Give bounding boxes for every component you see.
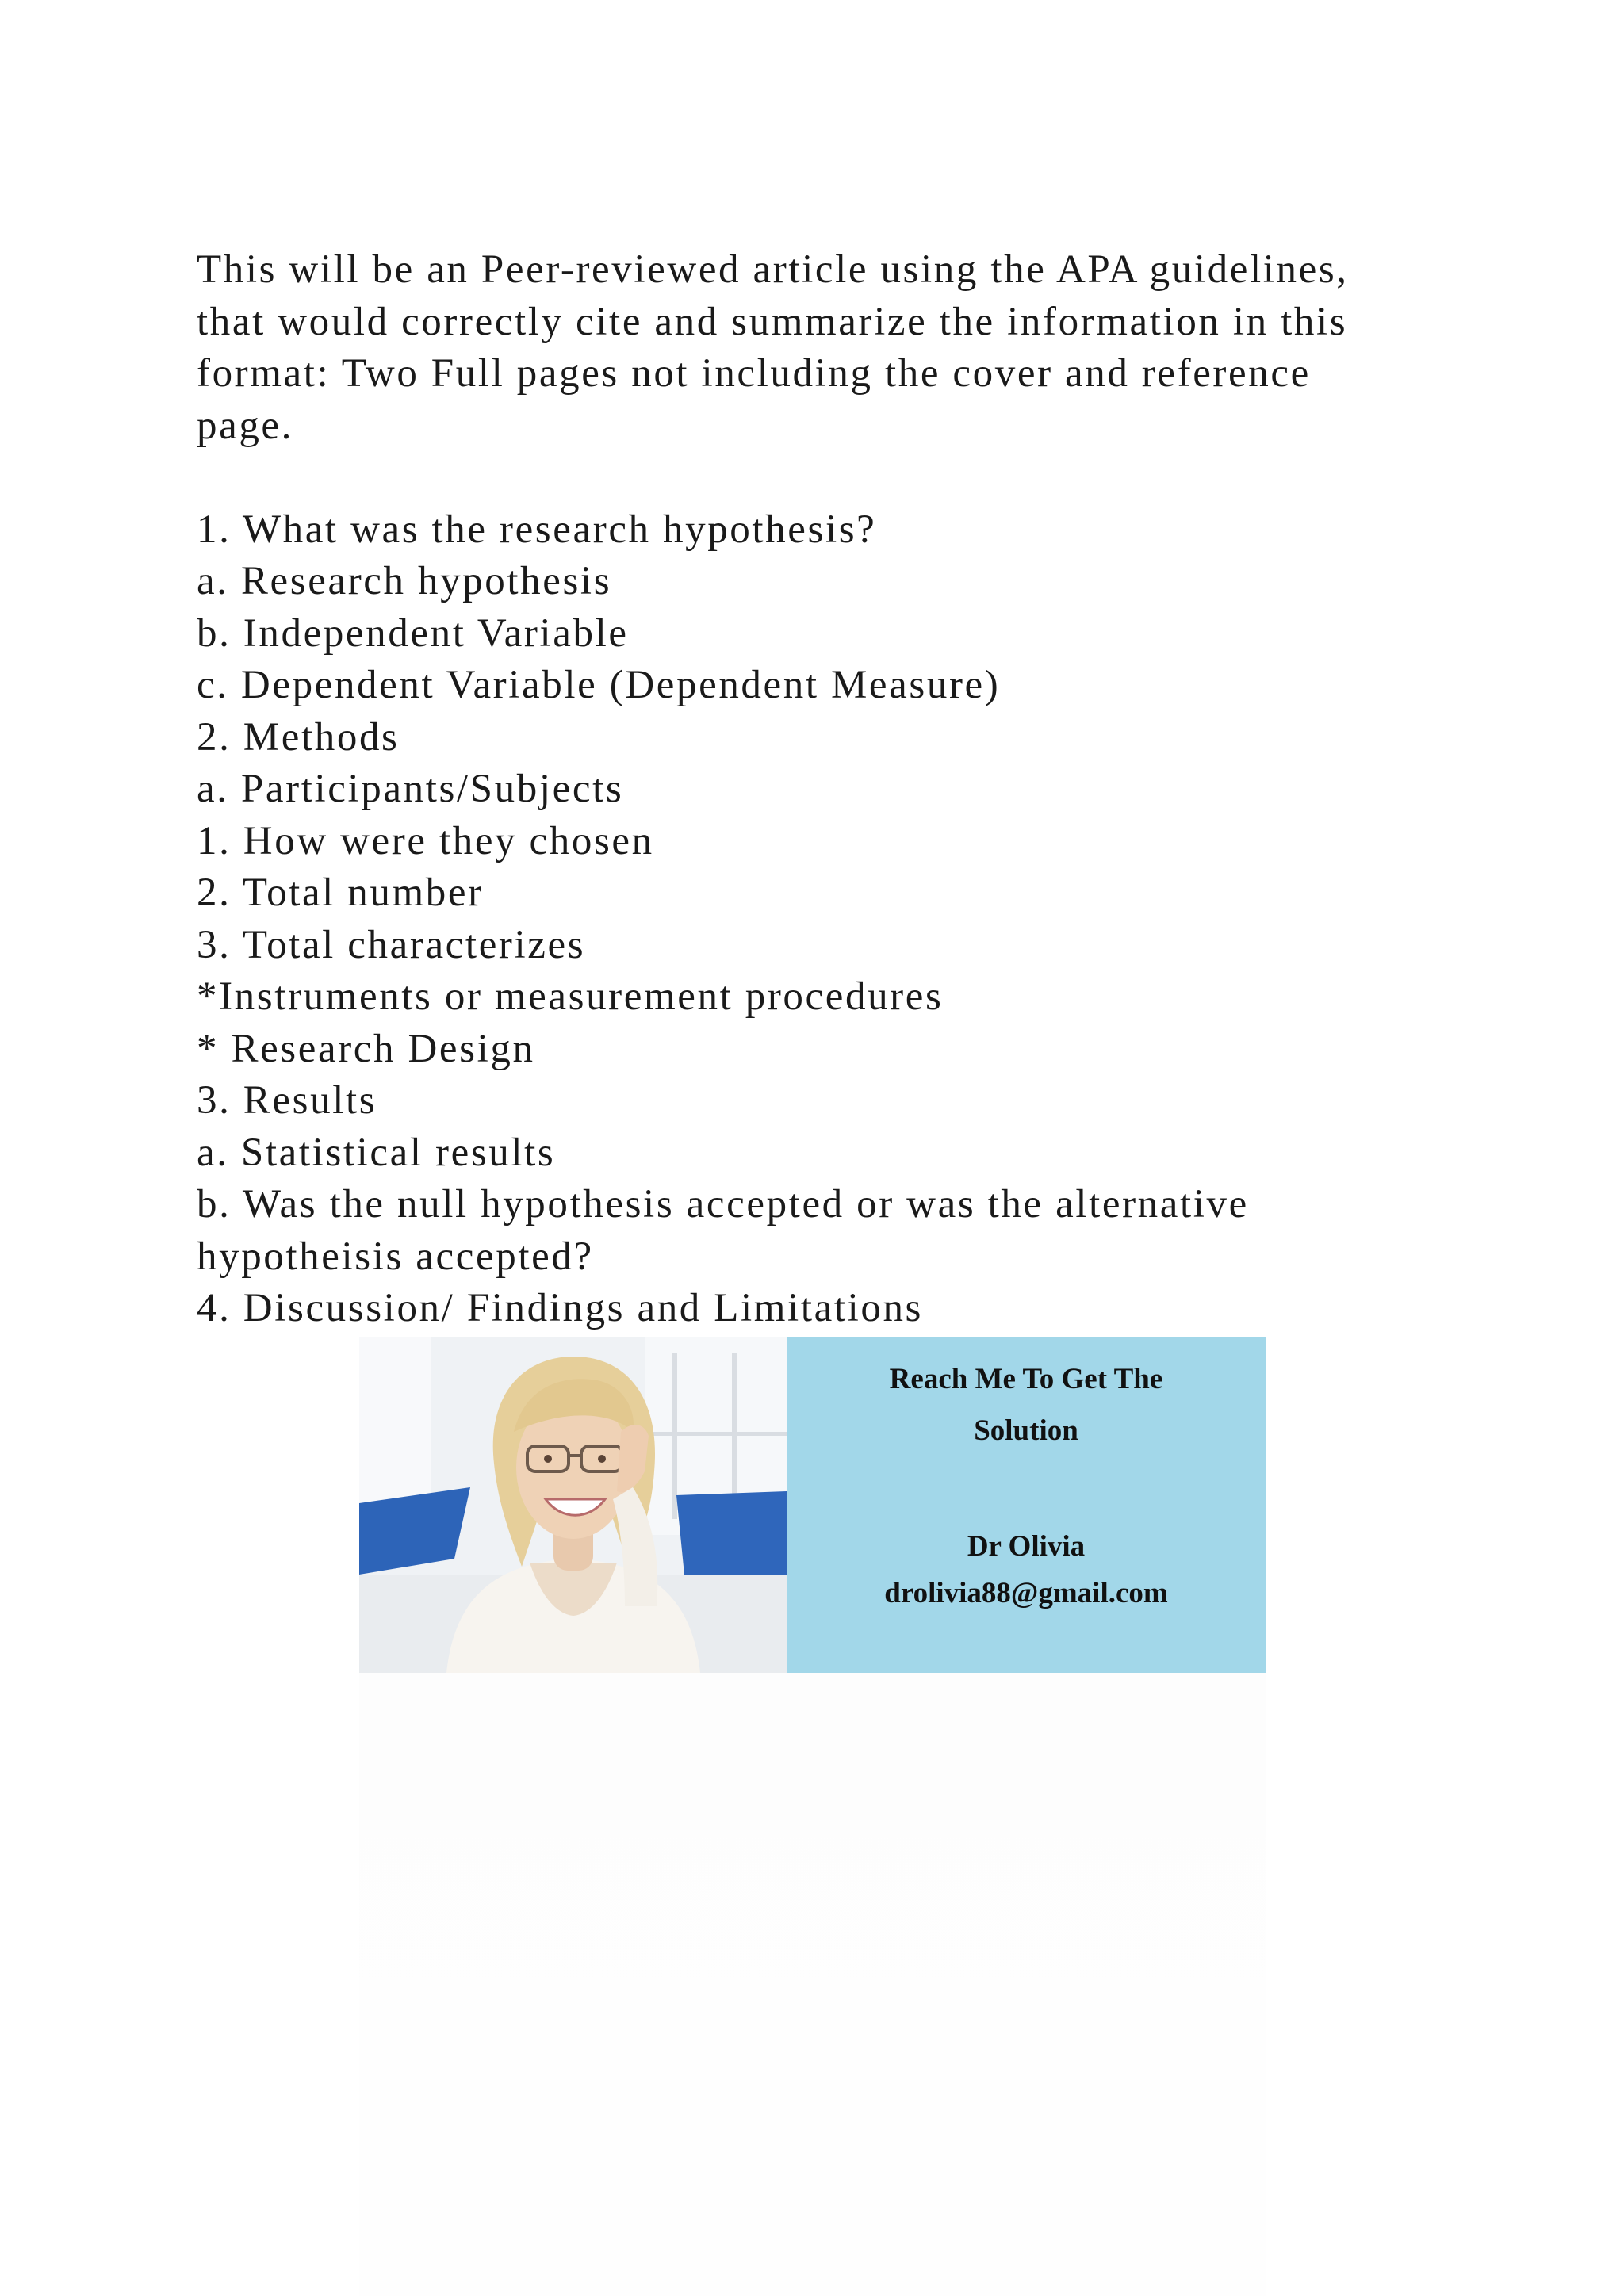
paragraph-gap: [197, 452, 1465, 504]
outline-item: 4. Discussion/ Findings and Limitations: [197, 1286, 924, 1330]
outline-item: 3. Total characterizes: [197, 922, 586, 967]
woman-illustration: [359, 1337, 787, 1673]
outline-item: * Research Design: [197, 1026, 535, 1071]
intro-line: that would correctly cite and summarize the information in this: [197, 299, 1348, 344]
contact-name: Dr Olivia: [967, 1530, 1086, 1563]
outline-item: 1. What was the research hypothesis?: [197, 507, 877, 552]
woman-photo: [359, 1337, 787, 1673]
intro-line: This will be an Peer-reviewed article using the APA guidelines,: [197, 247, 1349, 292]
outline-item: 3. Results: [197, 1078, 377, 1123]
blank-image-area: [359, 1673, 1266, 2296]
outline-item: *Instruments or measurement procedures: [197, 974, 944, 1019]
outline-item: 2. Methods: [197, 714, 400, 760]
outline-item: c. Dependent Variable (Dependent Measure): [197, 663, 1001, 707]
document-body: [197, 244, 1465, 1335]
outline-item: 2. Total number: [197, 871, 484, 915]
outline-item: b. Was the null hypothesis accepted or was the alternative: [197, 1182, 1249, 1226]
contact-ad-banner: [359, 1337, 1266, 1673]
contact-card: [787, 1337, 1266, 1673]
outline-item: 1. How were they chosen: [197, 818, 654, 863]
outline-item: hypotheisis accepted?: [197, 1234, 594, 1279]
intro-line: page.: [197, 403, 294, 448]
ad-headline: Reach Me To Get The: [889, 1363, 1163, 1395]
outline-item: b. Independent Variable: [197, 610, 629, 656]
outline-item: a. Participants/Subjects: [197, 767, 624, 811]
ad-headline-continued: Solution: [974, 1414, 1078, 1447]
intro-line: format: Two Full pages not including the cover and reference: [197, 351, 1311, 396]
contact-email: drolivia88@gmail.com: [884, 1577, 1168, 1609]
outline-item: a. Statistical results: [197, 1130, 556, 1175]
outline-item: a. Research hypothesis: [197, 559, 612, 603]
